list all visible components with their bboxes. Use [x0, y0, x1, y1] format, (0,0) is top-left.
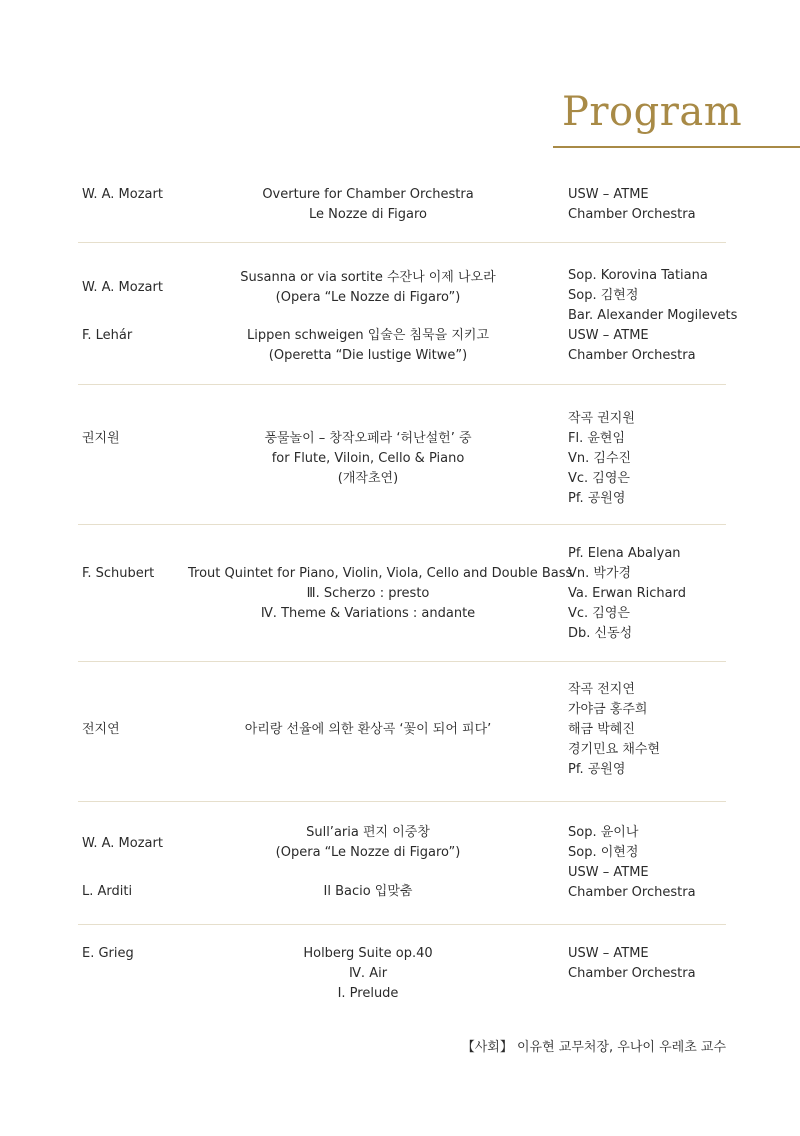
- performer-line: Chamber Orchestra: [568, 885, 696, 900]
- piece-line: Susanna or via sortite 수잔나 이제 나오라: [240, 270, 496, 285]
- piece-line: Ⅰ. Prelude: [337, 986, 399, 1001]
- title-underline: [553, 146, 800, 148]
- performer-line: 가야금 홍주희: [568, 702, 648, 717]
- piece-line: (Opera “Le Nozze di Figaro”): [275, 290, 461, 305]
- composer-name: F. Schubert: [82, 566, 155, 581]
- page-title: Program: [562, 89, 743, 135]
- composer-name: W. A. Mozart: [82, 187, 163, 202]
- piece-line: 풍물놀이 – 창작오페라 ‘허난설헌’ 중: [264, 431, 472, 446]
- performer-line: Va. Erwan Richard: [568, 586, 687, 601]
- piece-title: [188, 268, 548, 308]
- performer-line: Sop. Korovina Tatiana: [568, 268, 708, 283]
- performer-line: Fl. 윤현임: [568, 431, 626, 446]
- performer-list: [568, 680, 660, 780]
- performer-line: USW – ATME: [568, 187, 649, 202]
- piece-line: Lippen schweigen 입술은 침묵을 지키고: [246, 328, 490, 343]
- piece-title: [188, 823, 548, 863]
- mc-note: 【사회】 이유현 교무처장, 우나이 우레초 교수: [461, 1040, 726, 1055]
- performer-line: 경기민요 채수현: [568, 742, 661, 757]
- piece-title: [188, 185, 548, 225]
- piece-title: [188, 429, 548, 489]
- performer-line: Sop. 김현정: [568, 288, 639, 303]
- performer-list: [568, 544, 686, 644]
- piece-title: [188, 326, 548, 366]
- performer-line: Chamber Orchestra: [568, 966, 696, 981]
- piece-line: Ⅳ. Air: [348, 966, 388, 981]
- composer-name: W. A. Mozart: [82, 836, 163, 851]
- performer-line: Vn. 박가경: [568, 566, 632, 581]
- performer-line: Vc. 김영은: [568, 471, 630, 486]
- entry-separator: [78, 661, 726, 662]
- performer-line: USW – ATME: [568, 946, 649, 961]
- piece-line: Ⅲ. Scherzo : presto: [306, 586, 430, 601]
- performer-line: Vc. 김영은: [568, 606, 630, 621]
- composer-name: 전지연: [82, 722, 120, 737]
- entry-separator: [78, 242, 726, 243]
- piece-line: Overture for Chamber Orchestra: [262, 187, 474, 202]
- piece-title: [188, 564, 573, 624]
- entry-separator: [78, 524, 726, 525]
- entry-separator: [78, 384, 726, 385]
- performer-line: Pf. Elena Abalyan: [568, 546, 681, 561]
- performer-line: USW – ATME: [568, 328, 649, 343]
- performer-list: [568, 823, 696, 903]
- performer-line: 작곡 권지원: [568, 411, 635, 426]
- performer-list: [568, 185, 696, 225]
- piece-title: [188, 882, 548, 902]
- performer-line: Sop. 이현정: [568, 845, 639, 860]
- performer-line: Chamber Orchestra: [568, 207, 696, 222]
- performer-line: Chamber Orchestra: [568, 348, 696, 363]
- performer-line: Bar. Alexander Mogilevets: [568, 308, 738, 323]
- composer-name: W. A. Mozart: [82, 280, 163, 295]
- piece-line: (Operetta “Die lustige Witwe”): [268, 348, 468, 363]
- performer-line: 해금 박혜진: [568, 722, 635, 737]
- piece-line: (개작초연): [337, 471, 399, 486]
- performer-line: Pf. 공원영: [568, 762, 626, 777]
- performer-line: Sop. 윤이나: [568, 825, 639, 840]
- performer-line: Vn. 김수진: [568, 451, 632, 466]
- performer-list: [568, 409, 635, 509]
- piece-line: Trout Quintet for Piano, Violin, Viola, Cello and Double Bass: [188, 566, 573, 581]
- piece-line: 아리랑 선율에 의한 환상곡 ‘꽃이 되어 피다’: [244, 722, 492, 737]
- piece-line: Il Bacio 입맞춤: [323, 884, 413, 899]
- performer-list: [568, 266, 737, 366]
- performer-line: USW – ATME: [568, 865, 649, 880]
- piece-line: Ⅳ. Theme & Variations : andante: [260, 606, 476, 621]
- composer-name: 권지원: [82, 431, 120, 446]
- composer-name: L. Arditi: [82, 884, 133, 899]
- performer-list: [568, 944, 696, 984]
- piece-line: Le Nozze di Figaro: [309, 207, 427, 222]
- performer-line: 작곡 전지연: [568, 682, 635, 697]
- composer-name: F. Lehár: [82, 328, 133, 343]
- entry-separator: [78, 801, 726, 802]
- piece-title: [188, 720, 548, 740]
- piece-line: Sull’aria 편지 이중창: [306, 825, 430, 840]
- performer-line: Pf. 공원영: [568, 491, 626, 506]
- piece-line: (Opera “Le Nozze di Figaro”): [275, 845, 461, 860]
- piece-title: [188, 944, 548, 1004]
- piece-line: Holberg Suite op.40: [303, 946, 433, 961]
- entry-separator: [78, 924, 726, 925]
- composer-name: E. Grieg: [82, 946, 134, 961]
- piece-line: for Flute, Viloin, Cello & Piano: [271, 451, 465, 466]
- performer-line: Db. 신동성: [568, 626, 633, 641]
